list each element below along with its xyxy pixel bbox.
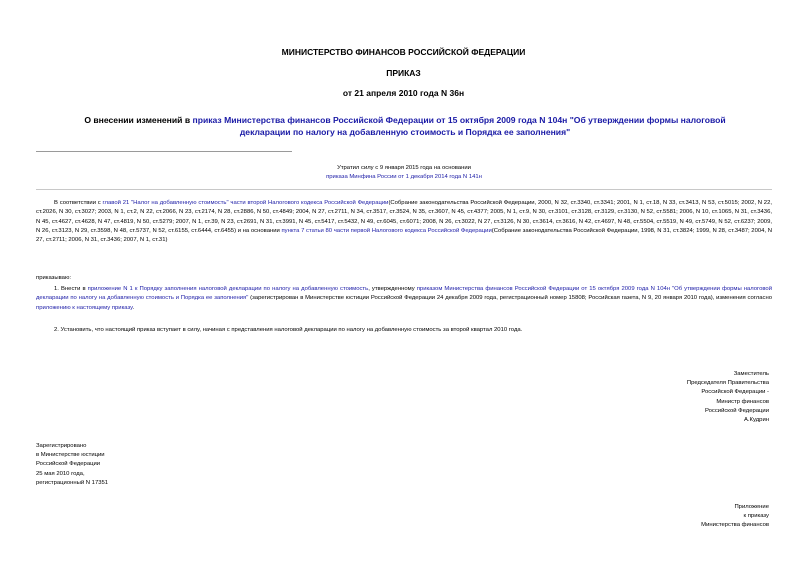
signature-line: Председателя Правительства	[686, 380, 769, 387]
status-divider	[36, 189, 772, 190]
signature-block	[569, 370, 769, 425]
ministry-heading: МИНИСТЕРСТВО ФИНАНСОВ РОССИЙСКОЙ ФЕДЕРАЦИИ	[281, 47, 526, 57]
signature-name: А.Кудрин	[743, 417, 769, 424]
status-note-text: Утратил силу с 9 января 2015 года на основании	[337, 165, 471, 171]
document-type-heading: ПРИКАЗ	[386, 68, 421, 78]
item-1-link-order-104n[interactable]: приказом Министерства финансов Российской Федерации от 15 октября 2009 года N 104н "Об утверждении формы налоговой декларации по налогу на добавленную стоимость и Порядка ее заполнения"	[36, 286, 772, 302]
status-note	[36, 164, 772, 182]
item-1-prefix: 1. Внести в	[54, 286, 88, 292]
registration-line: регистрационный N 17351	[36, 479, 109, 486]
intro-prefix: В соответствии с	[54, 200, 103, 206]
registration-line: в Министерстве юстиции	[36, 452, 105, 459]
registration-line: Зарегистрировано	[36, 443, 87, 449]
item-1-paragraph	[36, 285, 772, 313]
title-prefix: О внесении изменений в	[84, 115, 193, 125]
intro-citations-2: (Собрание законодательства Российской Федерации, 1998, N 31, ст.3824; 1999, N 28, ст.3487; 2004, N 27, ст.2711; 2006, N 31, ст.3436; 2007, N 1, ст.31)	[36, 227, 772, 244]
intro-paragraph	[36, 199, 772, 245]
registration-block	[36, 442, 236, 488]
status-note-link[interactable]: приказа Минфина России от 1 декабря 2014 года N 141н	[326, 174, 482, 181]
item-1-text-2: (зарегистрирован в Министерстве юстиции Российской Федерации 24 декабря 2009 года, регистрационный номер 15808; Российская газета, N 9, 20 января 2010 года), изменения согласно	[248, 295, 772, 302]
appendix-line: Приложение	[734, 504, 769, 510]
appendix-line: к приказу	[743, 513, 769, 520]
intro-link-article-80[interactable]: пункта 7 статьи 80 части первой Налогового кодекса Российской Федерации	[281, 227, 492, 234]
appendix-heading	[569, 503, 769, 531]
signature-line: Российской Федерации -	[701, 389, 769, 396]
item-1-link-appendix[interactable]: приложению к настоящему приказу	[36, 304, 133, 311]
signature-line: Министр финансов	[716, 398, 769, 405]
appendix-line: Министерства финансов	[701, 522, 769, 529]
signature-line: Российской Федерации	[704, 407, 769, 414]
item-1-text-3: .	[132, 304, 135, 311]
signature-line: Заместитель	[733, 371, 769, 377]
document-title	[60, 114, 750, 138]
title-link-order-104n[interactable]: приказ Министерства финансов Российской Федерации от 15 октября 2009 года N 104н "Об утверждении формы налоговой декларации по налогу на добавленную стоимость и Порядка ее заполнения"	[192, 115, 726, 137]
title-divider	[36, 151, 292, 152]
registration-line: Российской Федерации	[36, 461, 101, 468]
item-2-paragraph: 2. Установить, что настоящий приказ вступает в силу, начиная с представления налоговой декларации по налогу на добавленную стоимость за второй квартал 2010 года.	[54, 327, 523, 333]
item-1-text-1: , утвержденному	[368, 286, 417, 292]
order-date-number: от 21 апреля 2010 года N 36н	[342, 88, 465, 98]
registration-line: 25 мая 2010 года,	[36, 470, 85, 477]
intro-link-chapter-21[interactable]: главой 21 "Налог на добавленную стоимость" части второй Налогового кодекса Российской Федерации	[102, 200, 389, 206]
intro-citations-1: (Собрание законодательства Российской Федерации, 2000, N 32, ст.3340, ст.3341; 2001, N 1, ст.18, N 33, ст.3413, N 53, ст.5015; 2002, N 22, ст.2026, N 30, ст.3027; 2003, N 1, ст.2, N 22, ст.2066, N 23, ст.2174, N 28, ст.2886, N 50, ст.4849; 2004, N 27, ст.2711, N 34, ст.3517, ст.3524, N 35, ст.3607, N 45, ст.4377; 2005, N 1, ст.9, N 30, ст.3101, ст.3128, ст.3129, ст.3130, N 52, ст.5581; 2006, N 10, ст.1065, N 31, ст.3436, N 45, ст.4627, ст.4628, N 47, ст.4819, N 50, ст.5279; 2007, N 1, ст.39, N 23, ст.2691, N 31, ст.3991, N 45, ст.5417, ст.5432, N 49, ст.6045, ст.6071; 2008, N 26, ст.3022, N 27, ст.3126, N 30, ст.3614, ст.3616, N 42, ст.4697, N 48, ст.5504, ст.5519, N 49, ст.5749, N 52, ст.6237; 2009, N 26, ст.3123, N 29, ст.3598, N 48, ст.5737, N 52, ст.6155, ст.6444, ст.6455) и на основании	[36, 200, 772, 234]
order-word: приказываю:	[36, 275, 72, 281]
item-1-link-appendix-1[interactable]: приложение N 1 к Порядку заполнения налоговой декларации по налогу на добавленную стоимость	[87, 286, 369, 292]
